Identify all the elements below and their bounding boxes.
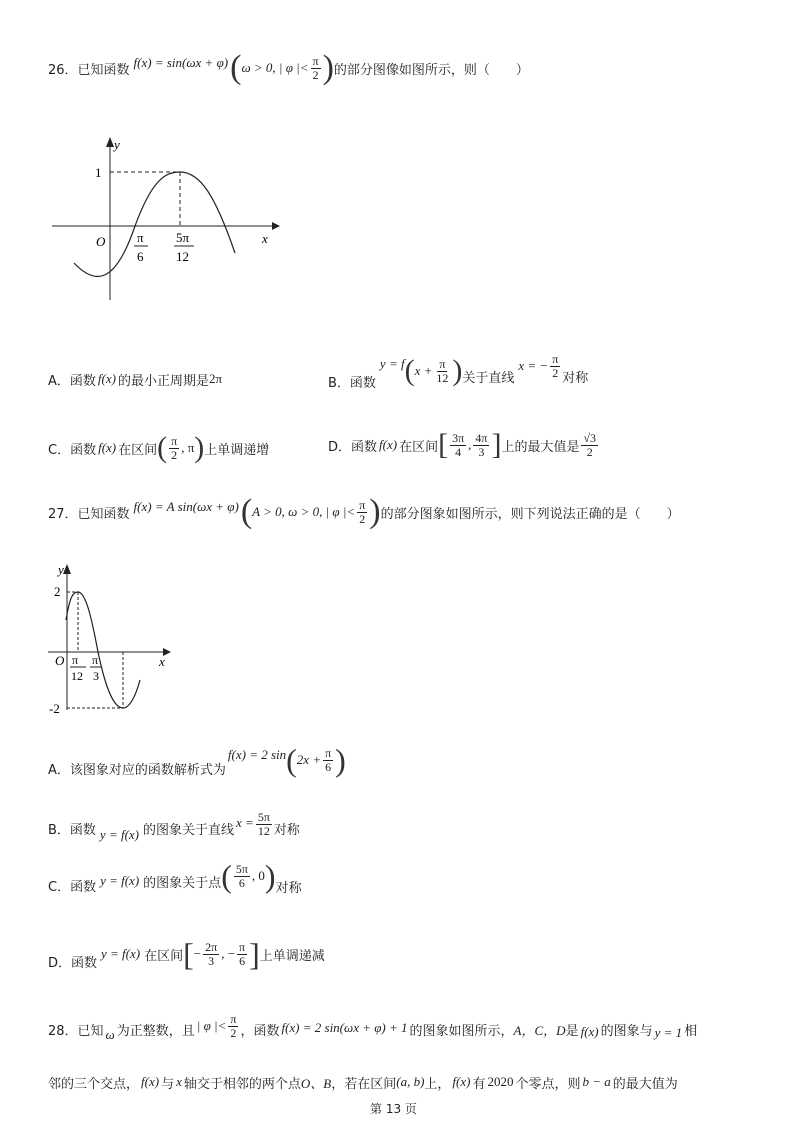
q28-fx3: f(x) xyxy=(141,1074,160,1089)
page-number: 第 13 页 xyxy=(370,1102,417,1116)
q28-p4: 的图象如图所示， xyxy=(409,1023,514,1039)
q28-l2b: 与 xyxy=(161,1076,175,1092)
q27-function: f(x) = A sin(ωx + φ) xyxy=(133,499,239,514)
q27-b-frac: $\frac{5\pi}{12}$ xyxy=(257,809,270,838)
q26-c-comma-pi: , π xyxy=(181,440,195,455)
q28-2020: 2020 xyxy=(487,1074,514,1089)
q26-number: 26．已知函数 xyxy=(48,62,130,78)
q28-l2a: 邻的三个交点， xyxy=(48,1076,140,1092)
q26-sine-curve xyxy=(74,172,235,277)
q26-d-mid: 上的最大值是 xyxy=(501,439,580,455)
q27-sine-curve xyxy=(66,592,140,708)
q26-tail: 的部分图像如图所示，则（ ） xyxy=(333,62,529,78)
q27-paren-open: ( xyxy=(240,493,253,530)
q28-x: x xyxy=(176,1074,182,1089)
q28-ob: O、B xyxy=(300,1075,332,1091)
q26-d-comma: , xyxy=(468,437,472,452)
q26-b-tail: 对称 xyxy=(562,370,589,386)
q27-stem xyxy=(48,494,680,530)
q26-y-label: y xyxy=(114,137,120,152)
q26-c-paren-close: ) xyxy=(194,431,205,464)
q27-c-paren-close: ) xyxy=(264,857,276,894)
q26-b-x: x + xyxy=(414,363,433,378)
q27-a-paren-open: ( xyxy=(286,741,297,778)
q26-d-bracket-open: [ xyxy=(438,428,449,461)
q28-omega: ω xyxy=(105,1027,115,1042)
q26-c-label: C．函数 xyxy=(48,442,97,458)
q26-tick2-den: 12 xyxy=(176,249,189,264)
q27-y-arrow xyxy=(63,564,71,574)
q28-p2: 为正整数，且 xyxy=(116,1023,195,1039)
q27-c-label: C．函数 xyxy=(48,879,97,895)
q27-d-neg: − xyxy=(193,946,202,961)
q26-c-frac: $\frac{\pi}{2}$ xyxy=(171,433,178,462)
q26-d-bracket-close: ] xyxy=(491,428,502,461)
q28-l2e: 上， xyxy=(424,1076,451,1092)
q26-b-frac2: $\frac{\pi}{2}$ xyxy=(552,351,559,380)
q26-d-frac2: $\frac{4\pi}{3}$ xyxy=(475,430,488,459)
q27-d-label: D．函数 xyxy=(48,955,98,971)
q27-y-label: y xyxy=(58,562,64,577)
q27-a-inner: 2x + xyxy=(296,752,322,767)
q26-option-b[interactable] xyxy=(328,350,588,392)
q28-p1: 28．已知 xyxy=(48,1023,104,1039)
q26-c-text: 在区间 xyxy=(118,442,158,458)
q26-option-d[interactable] xyxy=(328,420,600,470)
q28-fx2: f(x) xyxy=(580,1024,599,1039)
q27-two-label: 2 xyxy=(54,584,61,599)
q28-y1: y = 1 xyxy=(654,1025,683,1040)
q27-graph xyxy=(48,560,178,720)
q28-l2h: 的最大值为 xyxy=(612,1076,678,1092)
q27-tick2-den: 3 xyxy=(93,669,99,683)
q27-d-frac1: $\frac{2\pi}{3}$ xyxy=(205,939,218,968)
q26-b-paren-close: ) xyxy=(452,354,463,387)
q26-a-text: 的最小正周期是 xyxy=(117,373,209,389)
q28-p7: 相 xyxy=(684,1023,698,1039)
q26-paren-open: ( xyxy=(230,49,242,86)
q28-pi-over-2: $\frac{\pi}{2}$ xyxy=(230,1011,237,1040)
q26-tick2-num: 5π xyxy=(176,230,190,245)
q27-c-comma0: , 0 xyxy=(251,868,265,883)
q27-a-label: A．该图象对应的函数解析式为 xyxy=(48,762,226,778)
q27-neg-two-label: -2 xyxy=(49,701,60,716)
q27-d-text: 在区间 xyxy=(144,948,184,964)
q26-option-c[interactable] xyxy=(48,425,269,471)
q27-tail: 的部分图象如图所示，则下列说法正确的是（ ） xyxy=(380,506,680,522)
q28-line1 xyxy=(48,1006,697,1046)
q26-pi-over-2: $\frac{\pi}{2}$ xyxy=(312,53,319,82)
q27-option-d[interactable] xyxy=(48,930,325,978)
q27-d-bracket-close: ] xyxy=(249,935,260,972)
q26-origin-label: O xyxy=(96,234,106,249)
q28-p3: ，函数 xyxy=(240,1023,280,1039)
q26-tick1-num: π xyxy=(137,230,144,245)
q27-origin-label: O xyxy=(55,653,65,668)
q26-c-fx: f(x) xyxy=(98,440,117,455)
q26-a-label: A．函数 xyxy=(48,373,96,389)
q26-paren-close: ) xyxy=(322,49,334,86)
q26-d-frac1: $\frac{3\pi}{4}$ xyxy=(452,430,465,459)
q26-d-text: 在区间 xyxy=(399,439,439,455)
q28-fx4: f(x) xyxy=(452,1074,471,1089)
q26-c-tail: 上单调递增 xyxy=(204,442,270,458)
q27-c-tail: 对称 xyxy=(275,880,302,896)
q26-function: f(x) = sin(ωx + φ) xyxy=(133,55,229,70)
q27-b-fx: y = f(x) xyxy=(99,827,140,842)
q28-l2c: 轴交于相邻的两个点 xyxy=(183,1076,301,1092)
q26-b-mid: 关于直线 xyxy=(462,370,515,386)
q28-acd: A，C，D xyxy=(513,1022,566,1038)
q28-l2f: 有 xyxy=(472,1076,486,1092)
q27-tick1-num: π xyxy=(72,653,79,667)
q26-one-label: 1 xyxy=(95,165,102,180)
q27-c-text: 的图象关于点 xyxy=(143,875,222,891)
q27-c-paren-open: ( xyxy=(221,857,232,894)
q26-b-xeq: x = − xyxy=(518,358,549,373)
q27-a-paren-close: ) xyxy=(335,741,346,778)
q27-d-tail: 上单调递减 xyxy=(259,948,325,964)
q26-stem xyxy=(48,50,529,86)
q28-l2g: 个零点，则 xyxy=(515,1076,581,1092)
q26-b-frac: $\frac{\pi}{12}$ xyxy=(436,356,449,385)
q27-a-fx: f(x) = 2 sin xyxy=(227,747,287,762)
q26-a-value: 2π xyxy=(208,371,223,386)
q26-c-paren-open: ( xyxy=(157,431,168,464)
q27-paren-close: ) xyxy=(369,493,381,530)
q26-a-fx: f(x) xyxy=(97,371,116,386)
q27-option-a[interactable] xyxy=(48,740,346,780)
q27-d-comma: , − xyxy=(221,946,236,961)
q26-option-a[interactable] xyxy=(48,368,222,390)
q26-b-expr: y = f xyxy=(379,356,405,371)
q27-b-text: 的图象关于直线 xyxy=(143,822,235,838)
q27-b-xeq: x = xyxy=(236,815,254,830)
q26-y-arrow xyxy=(106,137,114,147)
q27-b-label: B．函数 xyxy=(48,822,96,838)
q26-x-label: x xyxy=(262,231,268,246)
q27-d-frac2: $\frac{\pi}{6}$ xyxy=(239,939,246,968)
q26-graph xyxy=(40,125,290,305)
q28-bma: b − a xyxy=(582,1074,611,1089)
q27-tick1-den: 12 xyxy=(71,669,83,683)
q27-d-fx: y = f(x) xyxy=(101,946,141,961)
q28-p5: 是 xyxy=(565,1023,579,1039)
q26-d-fx: f(x) xyxy=(379,437,398,452)
q27-b-tail: 对称 xyxy=(273,822,300,838)
q27-tick2-num: π xyxy=(92,653,99,667)
q26-condition: ω > 0, | φ |< xyxy=(241,60,309,75)
q27-c-frac: $\frac{5\pi}{6}$ xyxy=(235,861,248,890)
q26-b-paren-open: ( xyxy=(404,354,415,387)
q26-d-label: D．函数 xyxy=(328,439,378,455)
q26-tick1-den: 6 xyxy=(137,249,144,264)
q28-line2 xyxy=(48,1072,678,1092)
q27-option-c[interactable] xyxy=(48,858,302,904)
q27-a-frac: $\frac{\pi}{6}$ xyxy=(325,745,332,774)
q26-b-label: B．函数 xyxy=(328,375,376,391)
q27-pi-over-2: $\frac{\pi}{2}$ xyxy=(359,497,366,526)
q27-c-fx: y = f(x) xyxy=(100,873,140,888)
q27-x-label: x xyxy=(159,654,165,669)
q28-fx: f(x) = 2 sin(ωx + φ) + 1 xyxy=(281,1020,408,1035)
q27-option-b[interactable] xyxy=(48,808,300,848)
q27-number: 27．已知函数 xyxy=(48,506,130,522)
q27-condition: A > 0, ω > 0, | φ |< xyxy=(252,504,356,519)
q28-phi: | φ |< xyxy=(196,1018,227,1033)
q28-ab: (a, b) xyxy=(396,1074,425,1089)
q27-d-bracket-open: [ xyxy=(183,935,194,972)
q26-d-frac3: $\frac{√3}{2}$ xyxy=(583,430,597,459)
q28-l2d: ，若在区间 xyxy=(331,1076,397,1092)
q26-x-arrow xyxy=(272,222,280,230)
q28-p6: 的图象与 xyxy=(600,1023,653,1039)
